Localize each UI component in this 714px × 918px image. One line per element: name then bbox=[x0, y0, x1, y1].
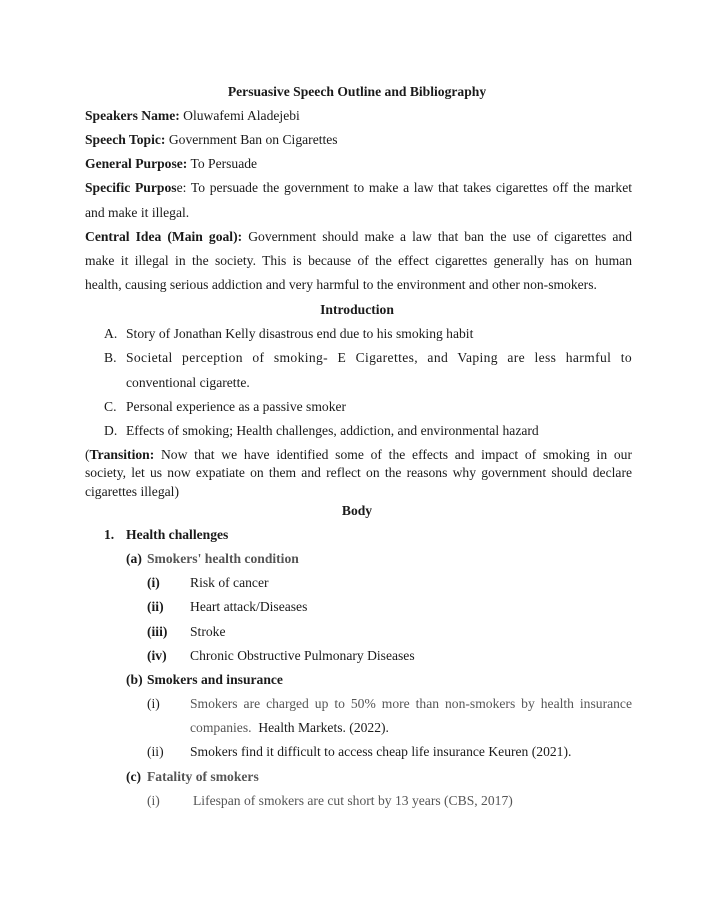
transition-open-paren: ( bbox=[85, 447, 90, 462]
transition-line2: society, let us now expatiate on them and reflect on the reasons why government should declare bbox=[85, 465, 632, 480]
c-item-i-marker: (i) bbox=[147, 793, 160, 808]
intro-item-d: Effects of smoking; Health challenges, addiction, and environmental hazard bbox=[126, 423, 539, 438]
specific-purpose-text: : To persuade the government to make a law that takes cigarettes off the market bbox=[182, 180, 633, 195]
central-idea-line1 bbox=[85, 229, 632, 245]
transition-line1 bbox=[85, 447, 632, 463]
central-idea-text: Government should make a law that ban the use of cigarettes and bbox=[242, 229, 632, 244]
transition-text: Now that we have identified some of the effects and impact of smoking in our bbox=[154, 447, 632, 462]
central-idea-line2: make it illegal in the society. This is because of the effect cigarettes generally has on human bbox=[85, 253, 632, 268]
section1-title: Health challenges bbox=[126, 527, 229, 542]
c-item-i-text: Lifespan of smokers are cut short by 13 years (CBS, 2017) bbox=[193, 793, 513, 808]
b-item-i-marker: (i) bbox=[147, 696, 160, 711]
a-item-iv-text: Chronic Obstructive Pulmonary Diseases bbox=[190, 648, 415, 663]
transition-label: Transition: bbox=[89, 447, 155, 462]
a-item-ii-text: Heart attack/Diseases bbox=[190, 599, 308, 614]
a-item-iii-text: Stroke bbox=[190, 624, 226, 639]
speech-topic-label: Speech Topic: bbox=[85, 132, 166, 147]
subsection-c-title: Fatality of smokers bbox=[147, 769, 259, 784]
specific-purpose-label: Specific Purpos bbox=[85, 180, 177, 195]
speakers-name-value: Oluwafemi Aladejebi bbox=[179, 108, 300, 123]
subsection-c-marker: (c) bbox=[126, 769, 142, 784]
subsection-b-marker: (b) bbox=[126, 672, 143, 687]
a-item-i-text: Risk of cancer bbox=[190, 575, 269, 590]
a-item-iv-marker: (iv) bbox=[147, 648, 167, 663]
general-purpose-value: To Persuade bbox=[187, 156, 258, 171]
subsection-b-title: Smokers and insurance bbox=[147, 672, 283, 687]
intro-marker-a: A. bbox=[104, 326, 118, 341]
b-item-i-text: Smokers are charged up to 50% more than non-smokers by health insurance bbox=[190, 696, 632, 711]
specific-purpose-line1 bbox=[85, 180, 632, 196]
b-item-ii-marker: (ii) bbox=[147, 744, 164, 759]
a-item-i-marker: (i) bbox=[147, 575, 160, 590]
a-item-ii-marker: (ii) bbox=[147, 599, 164, 614]
speech-topic-line bbox=[85, 132, 338, 148]
intro-marker-c: C. bbox=[104, 399, 117, 414]
document-title: Persuasive Speech Outline and Bibliography bbox=[227, 84, 487, 99]
transition-line3: cigarettes illegal) bbox=[85, 484, 179, 499]
specific-purpose-label-tail: e bbox=[176, 180, 183, 195]
central-idea-label: Central Idea (Main goal): bbox=[85, 229, 243, 244]
b-item-i-text2: companies. bbox=[190, 720, 252, 735]
specific-purpose-line2: and make it illegal. bbox=[85, 205, 190, 220]
speakers-name-line bbox=[85, 108, 300, 124]
central-idea-line3: health, causing serious addiction and very harmful to the environment and other non-smokers. bbox=[85, 277, 597, 292]
b-item-i-cont bbox=[190, 720, 389, 736]
intro-marker-d: D. bbox=[104, 423, 118, 438]
b-item-ii-text: Smokers find it difficult to access cheap life insurance Keuren (2021). bbox=[190, 744, 572, 759]
intro-marker-b: B. bbox=[104, 350, 117, 365]
body-heading: Body bbox=[341, 503, 373, 518]
a-item-iii-marker: (iii) bbox=[147, 624, 168, 639]
intro-item-a: Story of Jonathan Kelly disastrous end due to his smoking habit bbox=[126, 326, 474, 341]
b-item-i-citation: Health Markets. (2022). bbox=[251, 720, 389, 735]
introduction-heading: Introduction bbox=[320, 302, 394, 317]
intro-item-b: Societal perception of smoking- E Cigarettes, and Vaping are less harmful to bbox=[126, 350, 632, 365]
speakers-name-label: Speakers Name: bbox=[85, 108, 180, 123]
subsection-a-title: Smokers' health condition bbox=[147, 551, 299, 566]
general-purpose-label: General Purpose: bbox=[85, 156, 188, 171]
speech-topic-value: Government Ban on Cigarettes bbox=[165, 132, 338, 147]
intro-item-b-cont: conventional cigarette. bbox=[126, 375, 250, 390]
subsection-a-marker: (a) bbox=[126, 551, 142, 566]
intro-item-c: Personal experience as a passive smoker bbox=[126, 399, 347, 414]
general-purpose-line bbox=[85, 156, 257, 172]
section1-marker: 1. bbox=[104, 527, 115, 542]
